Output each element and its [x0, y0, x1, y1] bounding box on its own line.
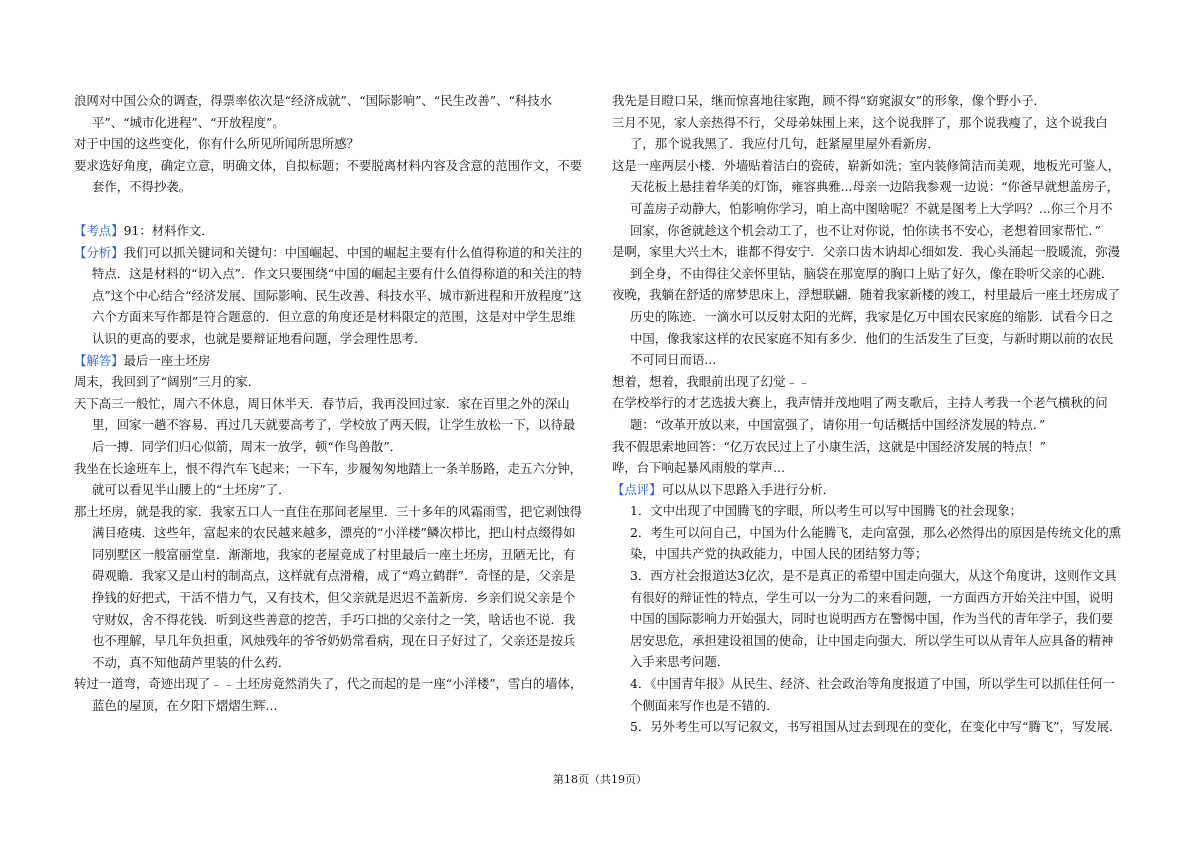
- comment-point: [612, 565, 1124, 673]
- section-paragraph: [612, 479, 1124, 501]
- section-paragraph: [74, 242, 586, 350]
- paragraph-text: 转过一道弯，奇迹出现了﹣﹣土坯房竟然消失了，代之而起的是一座“小洋楼”，雪白的墙体，蓝色的屋顶，在夕阳下熠熠生辉...: [74, 676, 583, 714]
- paragraph-text: 哗，台下响起暴风雨般的掌声...: [612, 460, 785, 476]
- paragraph-text: 3．西方社会报道达3亿次，是不是真正的希望中国走向强大，从这个角度讲，这则作文具有很好的辩证性的特点，学生可以一分为二的来看问题，一方面西方开始关注中国，说明中国的国际影响力开始强大，同时也说明西方在警惕中国，作为当代的青年学子，我们要居安思危，承担建设祖国的使命，让中国走向强大．所以学生可以从青年人应具备的精神入手来思考问题．: [630, 568, 1117, 670]
- paragraph-text: 最后一座土坯房: [123, 352, 211, 368]
- paragraph-text: 周末，我回到了“阔别”三月的家．: [74, 374, 261, 390]
- comment-point: [612, 673, 1124, 716]
- section-tag: 【点评】: [612, 481, 662, 497]
- paragraph-text: 三月不见，家人亲热得不行，父母弟妹围上来，这个说我胖了，那个说我瘦了，这个说我白了，那个说我黑了．我应付几句，赶紧屋里屋外看新房．: [612, 114, 1108, 152]
- section-tag: 【考点】: [74, 222, 124, 238]
- comment-point: [612, 522, 1124, 565]
- paragraph-text: 可以从以下思路入手进行分析．: [661, 481, 836, 497]
- paragraph-text: 我先是目瞪口呆，继而惊喜地往家跑，顾不得“窈窕淑女”的形象，像个野小子．: [612, 93, 1046, 108]
- paragraph-text: 2．考生可以问自己，中国为什么能腾飞，走向富强，那么必然得出的原因是传统文化的熏染，中国共产党的执政能力，中国人民的团结努力等；: [630, 524, 1122, 562]
- paragraph-text: 对于中国的这些变化，你有什么所见所闻所思所感？: [74, 136, 359, 152]
- paragraph: [74, 133, 586, 155]
- paragraph-text: 我们可以抓关键词和关键句：中国崛起、中国的崛起主要有什么值得称道的和关注的特点．这是材料的“切入点”．作文只要围绕“中国的崛起主要有什么值得称道的和关注的特点”这个中心结合“经济发展、国际影响、民生改善、科技水平、城市新进程和开放程度”这六个方面来写作都是符合题意的．但立意的角度还是材料限定的范围，这是对中学生思维认识的更高的要求，也就是要辩证地看问题，学会理性思考．: [92, 244, 583, 346]
- paragraph: [612, 284, 1124, 370]
- paragraph-text: 1．文中出现了中国腾飞的字眼，所以考生可以写中国腾飞的社会现象；: [630, 503, 1022, 519]
- paragraph: [74, 673, 586, 716]
- section-paragraph: [74, 350, 586, 372]
- paragraph: [74, 155, 586, 198]
- paragraph: [74, 90, 586, 133]
- paragraph: [74, 371, 586, 393]
- paragraph: [612, 90, 1124, 112]
- paragraph-text: 91：材料作文．: [123, 222, 214, 238]
- paragraph: [612, 241, 1124, 284]
- comment-point: [612, 716, 1124, 738]
- paragraph-text: 我坐在长途班车上，恨不得汽车飞起来；一下车，步履匆匆地踏上一条羊肠路，走五六分钟，就可以看见半山腰上的“土坯房”了．: [74, 460, 583, 498]
- right-column: [612, 90, 1124, 738]
- paragraph-text: 那土坯房，就是我的家．我家五口人一直住在那间老屋里．三十多年的风霜雨雪，把它剥蚀得满目疮痍．这些年，富起来的农民越来越多，漂亮的“小洋楼”鳞次栉比，把山村点缀得如同别墅区一般富丽堂皇．渐渐地，我家的老屋竟成了村里最后一座土坯房，丑陋无比，有碍观瞻．我家又是山村的制高点，这样就有点滑稽，成了“鸡立鹤群”．奇怪的是，父亲是挣钱的好把式，干活不惜力气，又有技术，但父亲就是迟迟不盖新房．乡亲们说父亲是个守财奴，舍不得花钱．听到这些善意的挖苦，手巧口拙的父亲付之一笑，啥话也不说．我也不理解，早几年负担重，风烛残年的爷爷奶奶常看病，现在日子好过了，父亲还是按兵不动，真不知他葫芦里装的什么药．: [74, 503, 583, 670]
- paragraph: [74, 458, 586, 501]
- paragraph: [74, 393, 586, 458]
- paragraph-text: 这是一座两层小楼．外墙贴着洁白的瓷砖，崭新如洗；室内装修简洁而美观，地板光可鉴人，天花板上悬挂着华美的灯饰，雍容典雅...母亲一边陪我参观一边说：“你爸早就想盖房子，可盖房子动静大，怕影响你学习，咱上高中图啥呢？不就是图考上大学吗？...你三个月不回家，你爸就趁这个机会动工了，也不让对你说，怕你读书不安心，老想着回家帮忙．”: [612, 157, 1121, 238]
- section-tag: 【解答】: [74, 352, 124, 368]
- paragraph-text: 天下高三一般忙，周六不休息，周日休半天．春节后，我再没回过家．家在百里之外的深山里，回家一趟不容易．再过几天就要高考了，学校放了两天假，让学生放松一下，以待最后一搏．同学们归心似箭，周末一放学，顿“作鸟兽散”．: [74, 395, 576, 454]
- section-tag: 【分析】: [74, 244, 124, 260]
- paragraph-text: 夜晚，我躺在舒适的席梦思床上，浮想联翩．随着我家新楼的竣工，村里最后一座土坯房成了历史的陈迹．一滴水可以反射太阳的光辉，我家是亿万中国农民家庭的缩影．试看今日之中国，像我家这样的农民家庭不知有多少．他们的生活发生了巨变，与新时期以前的农民不可同日而语...: [612, 287, 1121, 368]
- paragraph: [612, 392, 1124, 435]
- paragraph: [612, 436, 1124, 458]
- paragraph-text: 4．《中国青年报》从民生、经济、社会政治等角度报道了中国，所以学生可以抓住任何一个侧面来写作也是不错的．: [630, 676, 1115, 713]
- left-column: [74, 90, 586, 717]
- section-paragraph: [74, 220, 586, 242]
- paragraph-text: 在学校举行的才艺选拔大赛上，我声情并茂地唱了两支歌后，主持人考我一个老气横秋的问题：“改革开放以来，中国富强了，请你用一句话概括中国经济发展的特点．”: [612, 395, 1108, 432]
- paragraph-text: 浪网对中国公众的调查，得票率依次是“经济成就”、“国际影响”、“民生改善”、“科技水平”、“城市化进程”、“开放程度”。: [74, 93, 553, 130]
- paragraph-text: 要求选好角度，确定立意，明确文体，自拟标题；不要脱离材料内容及含意的范围作文，不要套作，不得抄袭。: [74, 157, 583, 195]
- paragraph: [612, 155, 1124, 241]
- page-number: 第18页（共19页）: [553, 773, 647, 786]
- paragraph: [612, 457, 1124, 479]
- paragraph-text: 是啊，家里大兴土木，谁都不得安宁．父亲口齿木讷却心细如发．我心头涌起一股暖流，弥漫到全身，不由得往父亲怀里钻，脑袋在那宽厚的胸口上贴了好久，像在聆听父亲的心跳．: [612, 244, 1121, 281]
- paragraph-text: 我不假思索地回答：“亿万农民过上了小康生活，这就是中国经济发展的特点！”: [612, 438, 1046, 454]
- paragraph: [612, 112, 1124, 155]
- paragraph-text: 想着，想着，我眼前出现了幻觉﹣﹣: [612, 373, 811, 389]
- paragraph: [612, 371, 1124, 393]
- paragraph: [74, 501, 586, 674]
- paragraph-text: 5．另外考生可以写记叙文，书写祖国从过去到现在的变化，在变化中写“腾飞”，写发展．: [630, 719, 1122, 735]
- comment-point: [612, 500, 1124, 522]
